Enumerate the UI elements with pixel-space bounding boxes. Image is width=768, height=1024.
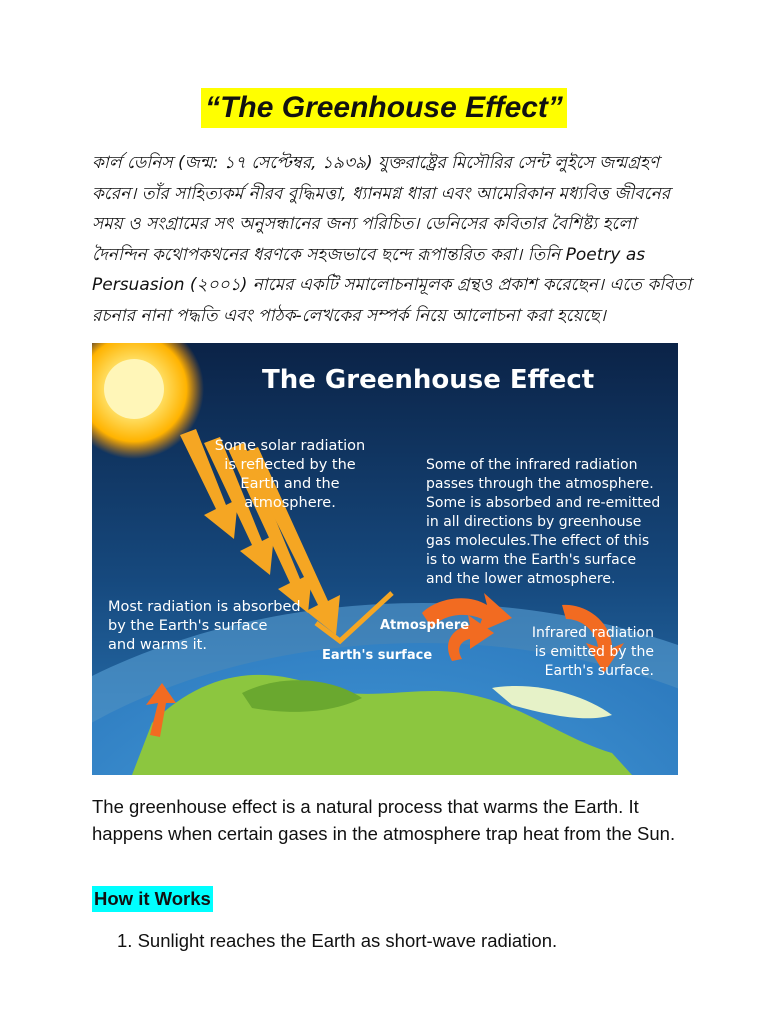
figure-heading: The Greenhouse Effect bbox=[262, 365, 595, 395]
list-item: 1. Sunlight reaches the Earth as short-wave radiation. bbox=[117, 930, 558, 951]
bengali-paragraph: কার্ল ডেনিস (জন্ম: ১৭ সেপ্টেম্বর, ১৯৩৯) যুক্তরাষ্ট্রের মিসৌরির সেন্ট লুইসে জন্মগ্রহণ করেন। তাঁর সাহিত্যকর্ম নীরব বুদ্ধিমত্তা, ধ্যানমগ্ন ধারা এবং আমেরিকান মধ্যবিত্ত জীবনের সময় ও সংগ্রামের সৎ অনুসন্ধানের জন্য পরিচিত। ডেনিসের কবিতার বৈশিষ্ট্য হলো দৈনন্দিন কথোপকথনের ধরণকে সহজভাবে ছন্দে রূপান্তরিত করা। তিনি Poetry as Persuasion (২০০১) নামের একটি সমালোচনামূলক গ্রন্থও প্রকাশ করেছেন। এতে কবিতা রচনার নানা পদ্ধতি এবং পাঠক-লেখকের সম্পর্ক নিয়ে আলোচনা করা হয়েছে। bbox=[92, 153, 692, 326]
infrared-line: in all directions by greenhouse bbox=[426, 514, 642, 530]
atmosphere-label: Atmosphere bbox=[380, 618, 470, 633]
emitted-label bbox=[532, 625, 654, 679]
absorbed-line: Most radiation is absorbed bbox=[108, 599, 301, 615]
reflected-line: Some solar radiation bbox=[214, 438, 366, 454]
emitted-line: is emitted by the bbox=[534, 644, 654, 660]
infrared-pass-label bbox=[426, 457, 660, 587]
infrared-line: gas molecules.The effect of this bbox=[426, 533, 650, 549]
earth-surface-label: Earth's surface bbox=[322, 648, 433, 663]
page-title: “The Greenhouse Effect” bbox=[201, 88, 567, 128]
reflected-line: Earth and the bbox=[240, 476, 340, 492]
section-heading: How it Works bbox=[92, 886, 213, 912]
infrared-line: Some is absorbed and re-emitted bbox=[426, 495, 661, 511]
greenhouse-effect-diagram bbox=[92, 343, 678, 775]
intro-paragraph: The greenhouse effect is a natural process that warms the Earth. It happens when certain gases in the atmosphere trap heat from the Sun. bbox=[92, 796, 676, 844]
infrared-line: passes through the atmosphere. bbox=[426, 476, 654, 492]
emitted-line: Earth's surface. bbox=[544, 663, 654, 679]
title-wrapper bbox=[0, 88, 768, 128]
absorbed-line: by the Earth's surface bbox=[108, 618, 268, 634]
emitted-line: Infrared radiation bbox=[531, 625, 654, 641]
infrared-line: and the lower atmosphere. bbox=[426, 571, 616, 587]
reflected-line: atmosphere. bbox=[244, 495, 336, 511]
reflected-line: is reflected by the bbox=[224, 457, 356, 473]
steps-list bbox=[117, 927, 717, 954]
infrared-line: is to warm the Earth's surface bbox=[426, 552, 637, 568]
infrared-line: Some of the infrared radiation bbox=[426, 457, 638, 473]
absorbed-line: and warms it. bbox=[108, 637, 207, 653]
